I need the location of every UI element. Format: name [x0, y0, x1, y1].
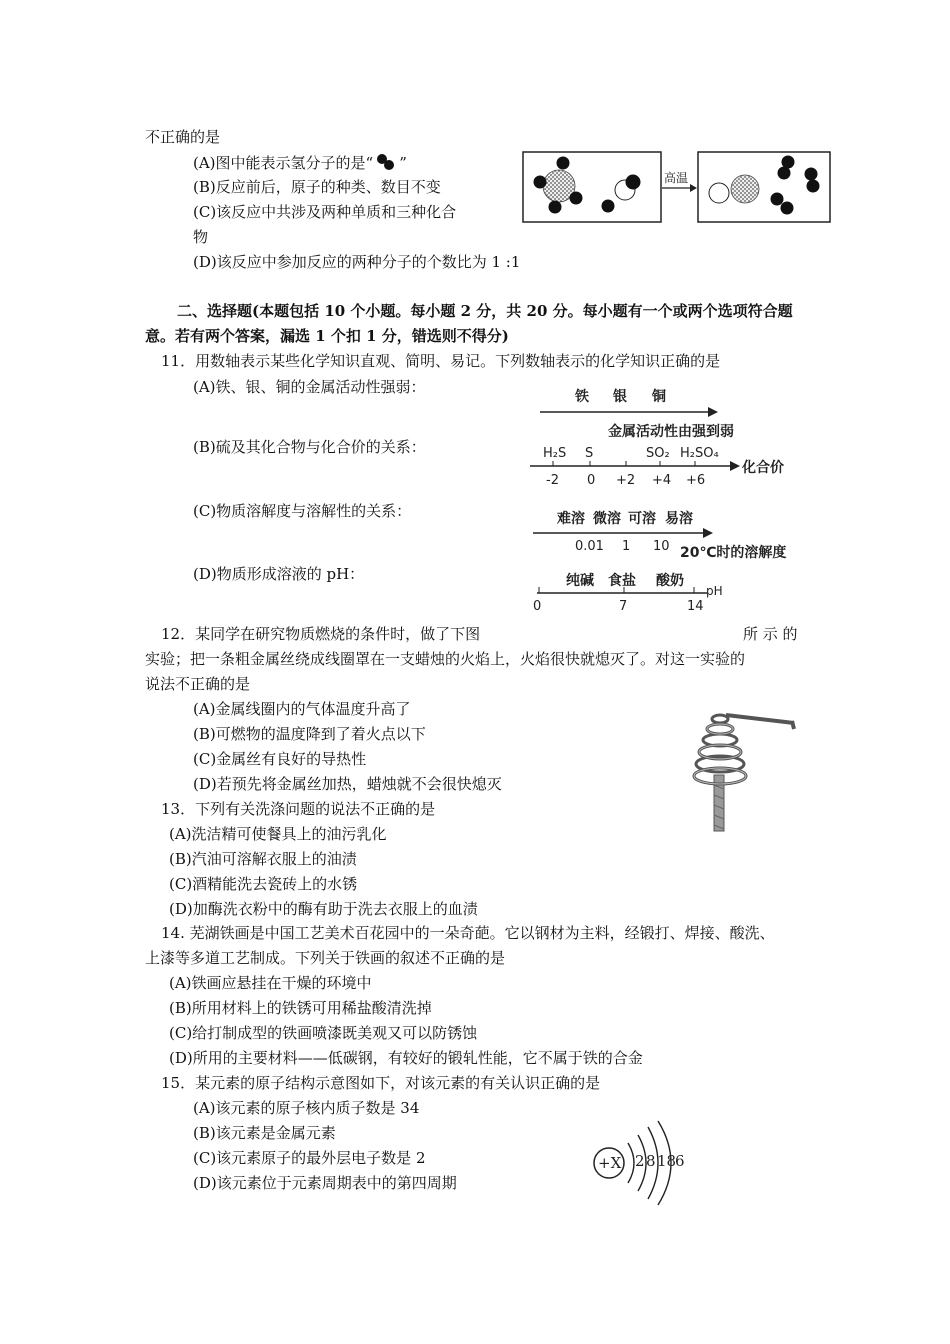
axisA-caption: 金属活动性由强到弱 — [608, 424, 734, 440]
q14-option-b: (B)所用材料上的铁锈可用稀盐酸清洗掉 — [169, 999, 432, 1017]
hydrogen-molecule-icon — [373, 152, 399, 172]
axisB-tick-neg2: -2 — [546, 473, 559, 488]
axisB-top-so2: SO₂ — [646, 446, 670, 461]
axisD-top-yogurt: 酸奶 — [656, 573, 684, 589]
q15-option-c: (C)该元素原子的最外层电子数是 2 — [193, 1149, 426, 1167]
q13-option-a: (A)洗洁精可使餐具上的油污乳化 — [169, 825, 387, 843]
q11-stem: 11．用数轴表示某些化学知识直观、简明、易记。下列数轴表示的化学知识正确的是 — [161, 352, 721, 370]
q10-arrow-label: 高温 — [664, 171, 689, 185]
q15-option-a: (A)该元素的原子核内质子数是 34 — [193, 1099, 420, 1117]
axisD-top-soda: 纯碱 — [566, 573, 594, 589]
q12-stem-line2: 实验；把一条粗金属丝绕成线圈罩在一支蜡烛的火焰上，火焰很快就熄灭了。对这一实验的 — [145, 650, 746, 668]
axisB-top-s: S — [585, 446, 594, 461]
q10-option-a — [193, 152, 407, 173]
axisD-tick-7: 7 — [619, 599, 628, 614]
q10-reaction-diagram — [522, 150, 832, 224]
axisC-top-insoluble: 难溶 — [557, 511, 585, 527]
q12-option-b: (B)可燃物的温度降到了着火点以下 — [193, 725, 426, 743]
axisB-tick-pos6: +6 — [686, 473, 706, 488]
q12-option-c: (C)金属丝有良好的导热性 — [193, 750, 367, 768]
q12-stem-tail: 所 示 的 — [743, 625, 798, 643]
metal-coil-icon — [694, 715, 794, 784]
axisD-line — [537, 587, 717, 599]
electron-shell-2: 8 — [646, 1152, 656, 1170]
q11-option-d: (D)物质形成溶液的 pH： — [193, 565, 365, 583]
axisB-line — [530, 459, 745, 473]
q15-stem: 15．某元素的原子结构示意图如下，对该元素的有关认识正确的是 — [161, 1074, 601, 1092]
electron-shell-4: 6 — [675, 1152, 685, 1170]
section2-header-line2: 意。若有两个答案，漏选 1 个扣 1 分，错选则不得分) — [145, 327, 509, 345]
axisA-label-iron: 铁 — [575, 389, 589, 405]
axisB-tick-pos4: +4 — [652, 473, 672, 488]
q11-option-c: (C)物质溶解度与溶解性的关系： — [193, 502, 412, 520]
axisA-label-copper: 铜 — [652, 389, 666, 405]
electron-shell-3: 18 — [657, 1152, 677, 1170]
axisC-caption: 20℃时的溶解度 — [680, 545, 787, 561]
axisC-top-slightly: 微溶 — [593, 511, 621, 527]
q14-stem-line1: 14. 芜湖铁画是中国工艺美术百花园中的一朵奇葩。它以钢材为主料，经锻打、焊接、酸洗、 — [161, 924, 775, 942]
axisC-tick-10: 10 — [653, 539, 670, 554]
q14-option-c: (C)给打制成型的铁画喷漆既美观又可以防锈蚀 — [169, 1024, 478, 1042]
q12-option-d: (D)若预先将金属丝加热，蜡烛就不会很快熄灭 — [193, 775, 502, 793]
q10-option-a-quote: ” — [399, 154, 407, 172]
q10-option-b: (B)反应前后，原子的种类、数目不变 — [193, 178, 441, 196]
q13-option-c: (C)酒精能洗去瓷砖上的水锈 — [169, 875, 358, 893]
q10-option-a-text: (A)图中能表示氢分子的是“ — [193, 154, 374, 172]
electron-shell-1: 2 — [635, 1152, 645, 1170]
nucleus-label: +X — [598, 1154, 622, 1172]
axisC-top-easily: 易溶 — [665, 511, 693, 527]
q12-option-a: (A)金属线圈内的气体温度升高了 — [193, 700, 411, 718]
axisA-label-silver: 银 — [613, 389, 627, 405]
q15-option-d: (D)该元素位于元素周期表中的第四周期 — [193, 1174, 457, 1192]
q12-stem: 12．某同学在研究物质燃烧的条件时，做了下图 — [161, 625, 481, 643]
q13-stem: 13．下列有关洗涤问题的说法不正确的是 — [161, 800, 436, 818]
axisD-tick-0: 0 — [533, 599, 542, 614]
axisD-caption: pH — [706, 584, 723, 598]
axisC-tick-001: 0.01 — [575, 539, 604, 554]
axisB-tick-0: 0 — [587, 473, 596, 488]
q12-stem-line3: 说法不正确的是 — [145, 675, 251, 693]
reactants-box — [523, 152, 661, 222]
axisB-caption: 化合价 — [742, 460, 784, 476]
q14-option-d: (D)所用的主要材料——低碳钢，有较好的锻轧性能，它不属于铁的合金 — [169, 1049, 643, 1067]
axisB-top-h2s: H₂S — [543, 446, 567, 461]
q10-option-c-line1: (C)该反应中共涉及两种单质和三种化合 — [193, 203, 457, 221]
axisC-tick-1: 1 — [622, 539, 631, 554]
section2-header-line1: 二、选择题(本题包括 10 个小题。每小题 2 分，共 20 分。每小题有一个或两个选项符合题 — [177, 302, 793, 320]
axisB-tick-pos2: +2 — [616, 473, 636, 488]
q11-option-a: (A)铁、银、铜的金属活动性强弱： — [193, 378, 426, 396]
axisC-line — [533, 527, 718, 539]
axisD-top-salt: 食盐 — [608, 573, 636, 589]
axisA-line — [540, 406, 720, 418]
products-box — [698, 152, 830, 222]
coil-candle-illustration — [684, 705, 804, 835]
q14-stem-line2: 上漆等多道工艺制成。下列关于铁画的叙述不正确的是 — [145, 949, 506, 967]
axisD-tick-14: 14 — [687, 599, 704, 614]
q13-option-d: (D)加酶洗衣粉中的酶有助于洗去衣服上的血渍 — [169, 900, 478, 918]
q14-option-a: (A)铁画应悬挂在干燥的环境中 — [169, 974, 372, 992]
q13-option-b: (B)汽油可溶解衣服上的油渍 — [169, 850, 357, 868]
q10-option-d: (D)该反应中参加反应的两种分子的个数比为 1 :1 — [193, 253, 521, 271]
axisB-top-h2so4: H₂SO₄ — [680, 446, 719, 461]
axisC-top-soluble: 可溶 — [628, 511, 656, 527]
q10-option-c-line2: 物 — [193, 228, 209, 246]
q11-option-b: (B)硫及其化合物与化合价的关系： — [193, 438, 426, 456]
q15-option-b: (B)该元素是金属元素 — [193, 1124, 336, 1142]
q10-intro: 不正确的是 — [145, 128, 221, 146]
